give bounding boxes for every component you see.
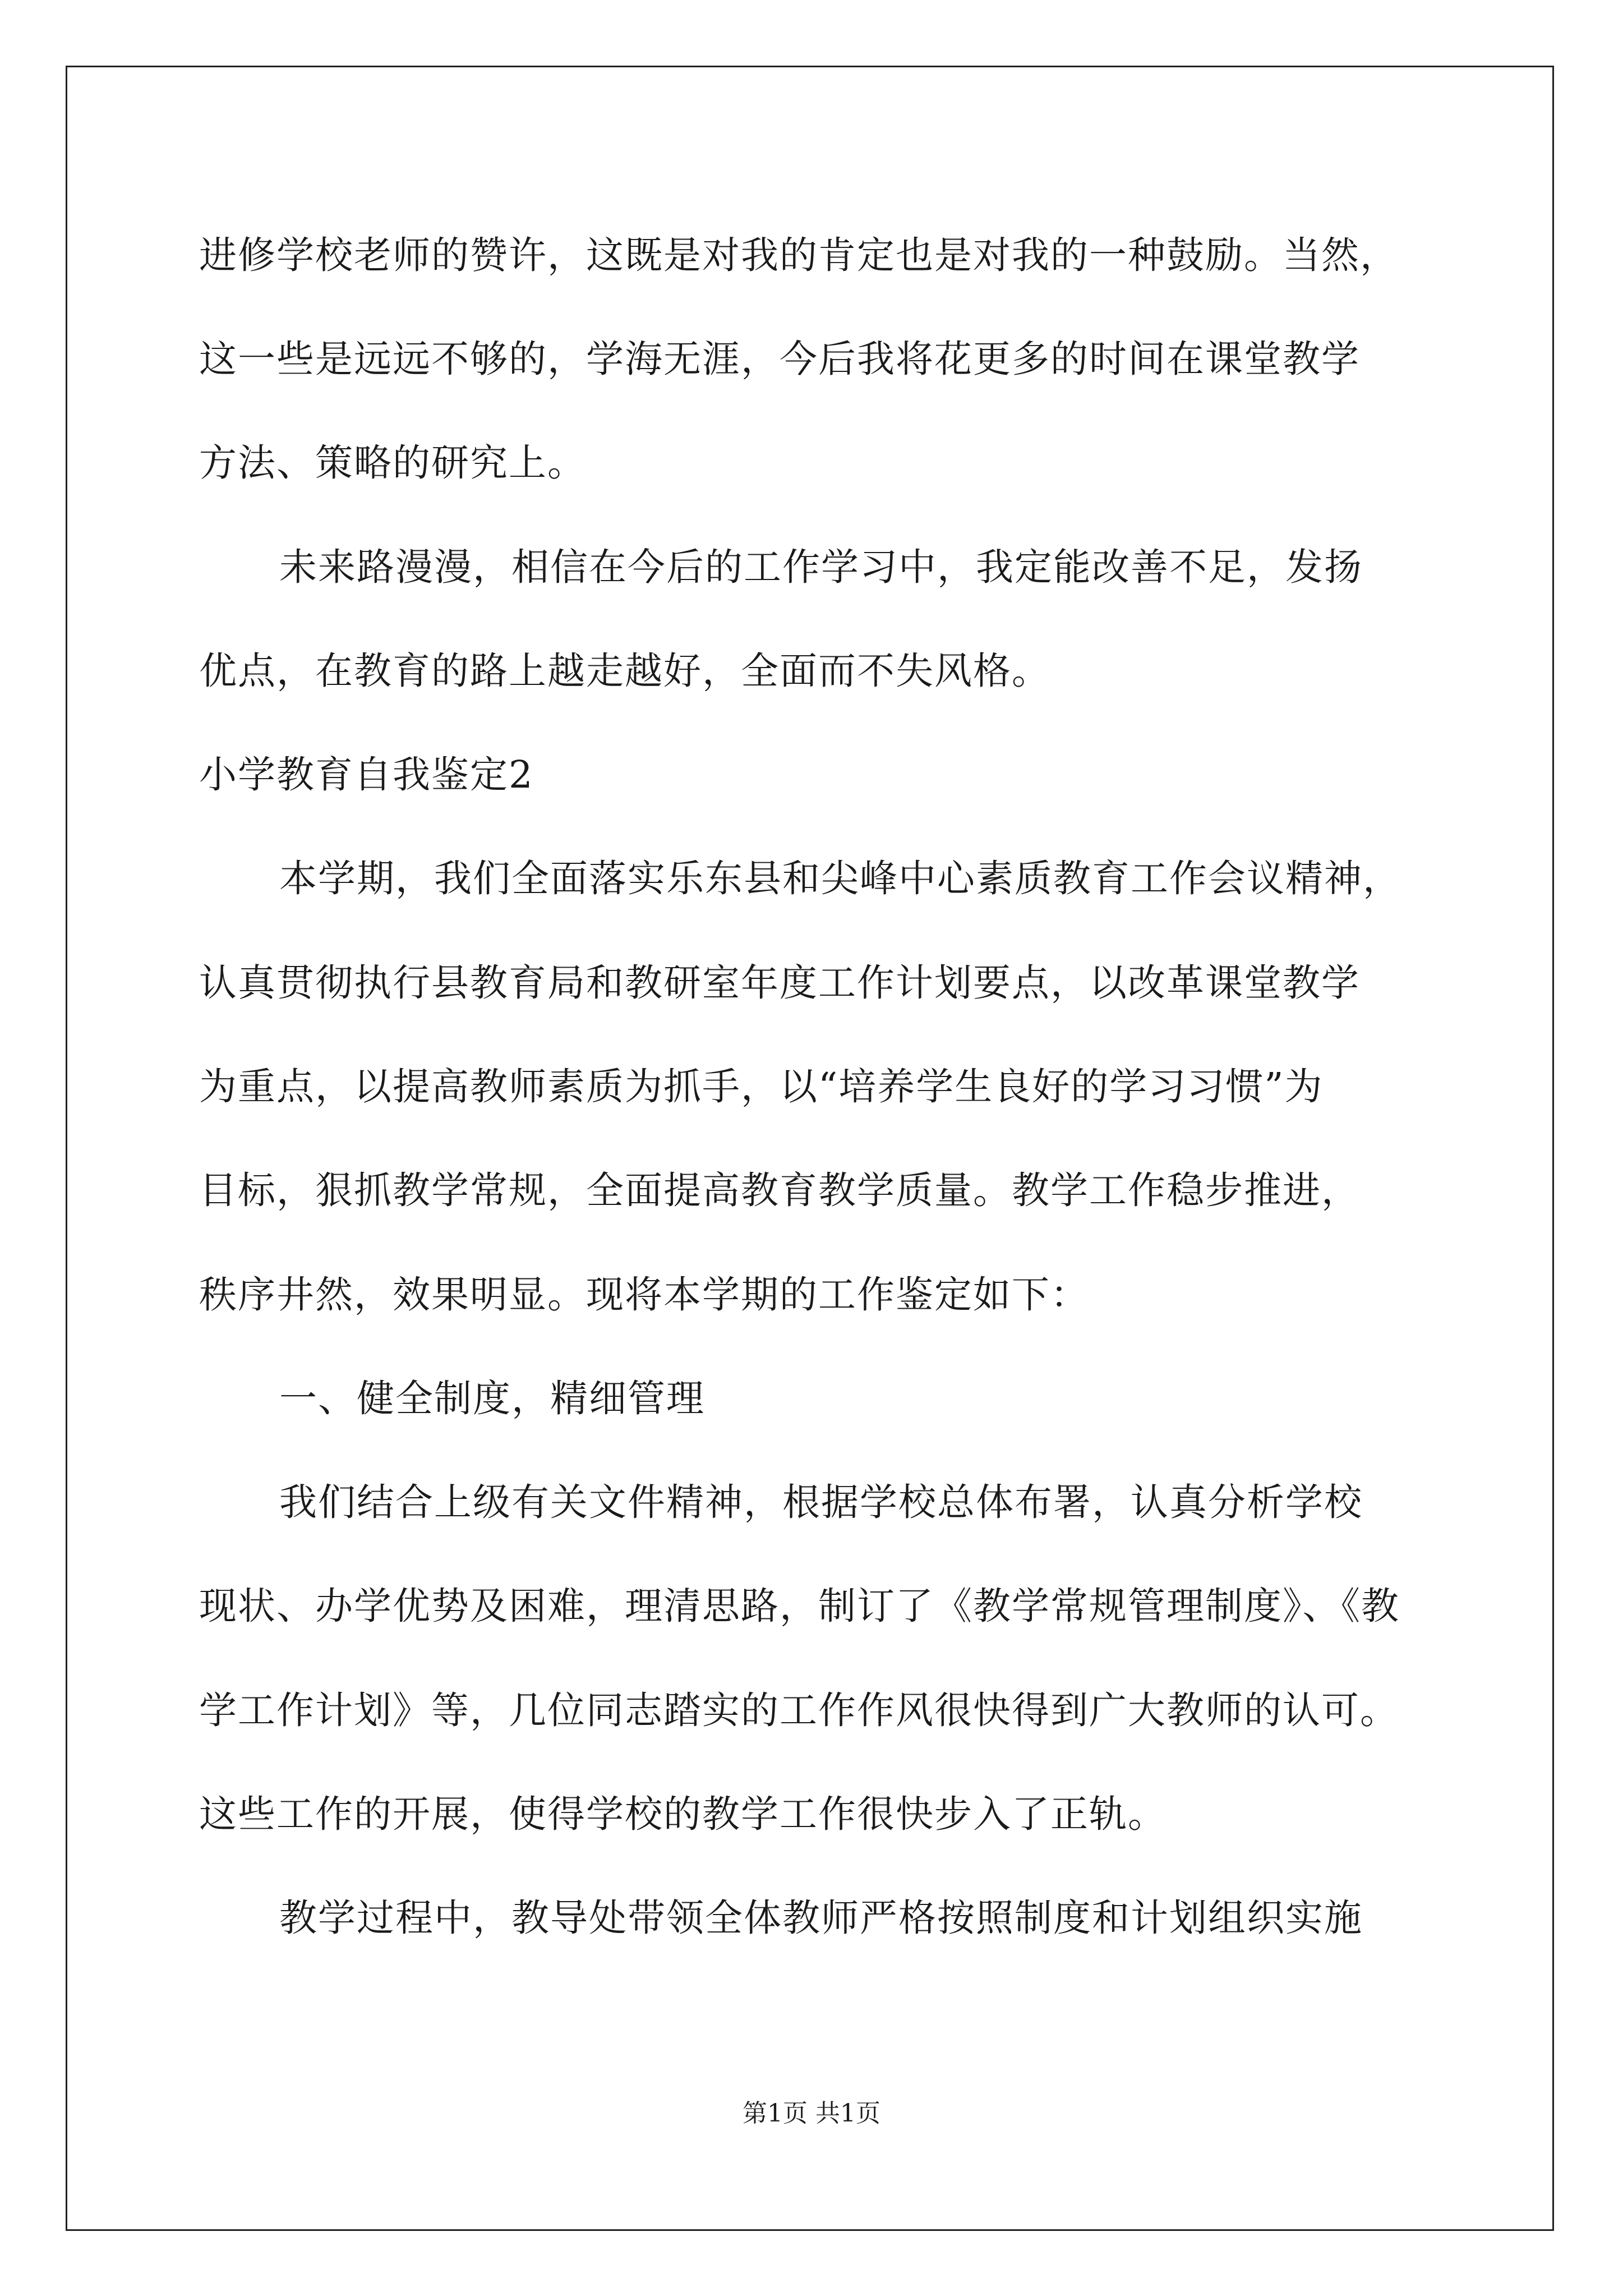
- text-line: 为重点，以提高教师素质为抓手，以“培养学生良好的学习习惯”为: [199, 1065, 1324, 1108]
- page-number-footer: 第1页 共1页: [743, 2099, 880, 2128]
- text-line: 现状、办学优势及困难，理清思路，制订了《教学常规管理制度》、《教: [199, 1584, 1400, 1628]
- text-line: 这些工作的开展，使得学校的教学工作很快步入了正轨。: [199, 1792, 1166, 1836]
- text-line: 我们结合上级有关文件精神，根据学校总体布署，认真分析学校: [279, 1480, 1363, 1524]
- text-line: 方法、策略的研究上。: [199, 441, 586, 485]
- subsection-heading: 一、健全制度，精细管理: [279, 1377, 705, 1420]
- text-line: 教学过程中，教导处带领全体教师严格按照制度和计划组织实施: [279, 1896, 1363, 1940]
- text-line: 本学期，我们全面落实乐东县和尖峰中心素质教育工作会议精神，: [279, 857, 1401, 900]
- text-line: 认真贯彻执行县教育局和教研室年度工作计划要点，以改革课堂教学: [199, 961, 1360, 1005]
- text-line: 优点，在教育的路上越走越好，全面而不失风格。: [199, 649, 1050, 693]
- text-line: 秩序井然，效果明显。现将本学期的工作鉴定如下：: [199, 1273, 1089, 1317]
- text-line: 这一些是远远不够的，学海无涯，今后我将花更多的时间在课堂教学: [199, 337, 1360, 381]
- text-line: 进修学校老师的赞许，这既是对我的肯定也是对我的一种鼓励。当然，: [199, 233, 1399, 277]
- text-line: 目标，狠抓教学常规，全面提高教育教学质量。教学工作稳步推进，: [199, 1168, 1360, 1212]
- text-line: 学工作计划》等，几位同志踏实的工作作风很快得到广大教师的认可。: [199, 1688, 1399, 1732]
- text-line: 未来路漫漫，相信在今后的工作学习中，我定能改善不足，发扬: [279, 545, 1363, 589]
- section-heading: 小学教育自我鉴定2: [199, 753, 534, 797]
